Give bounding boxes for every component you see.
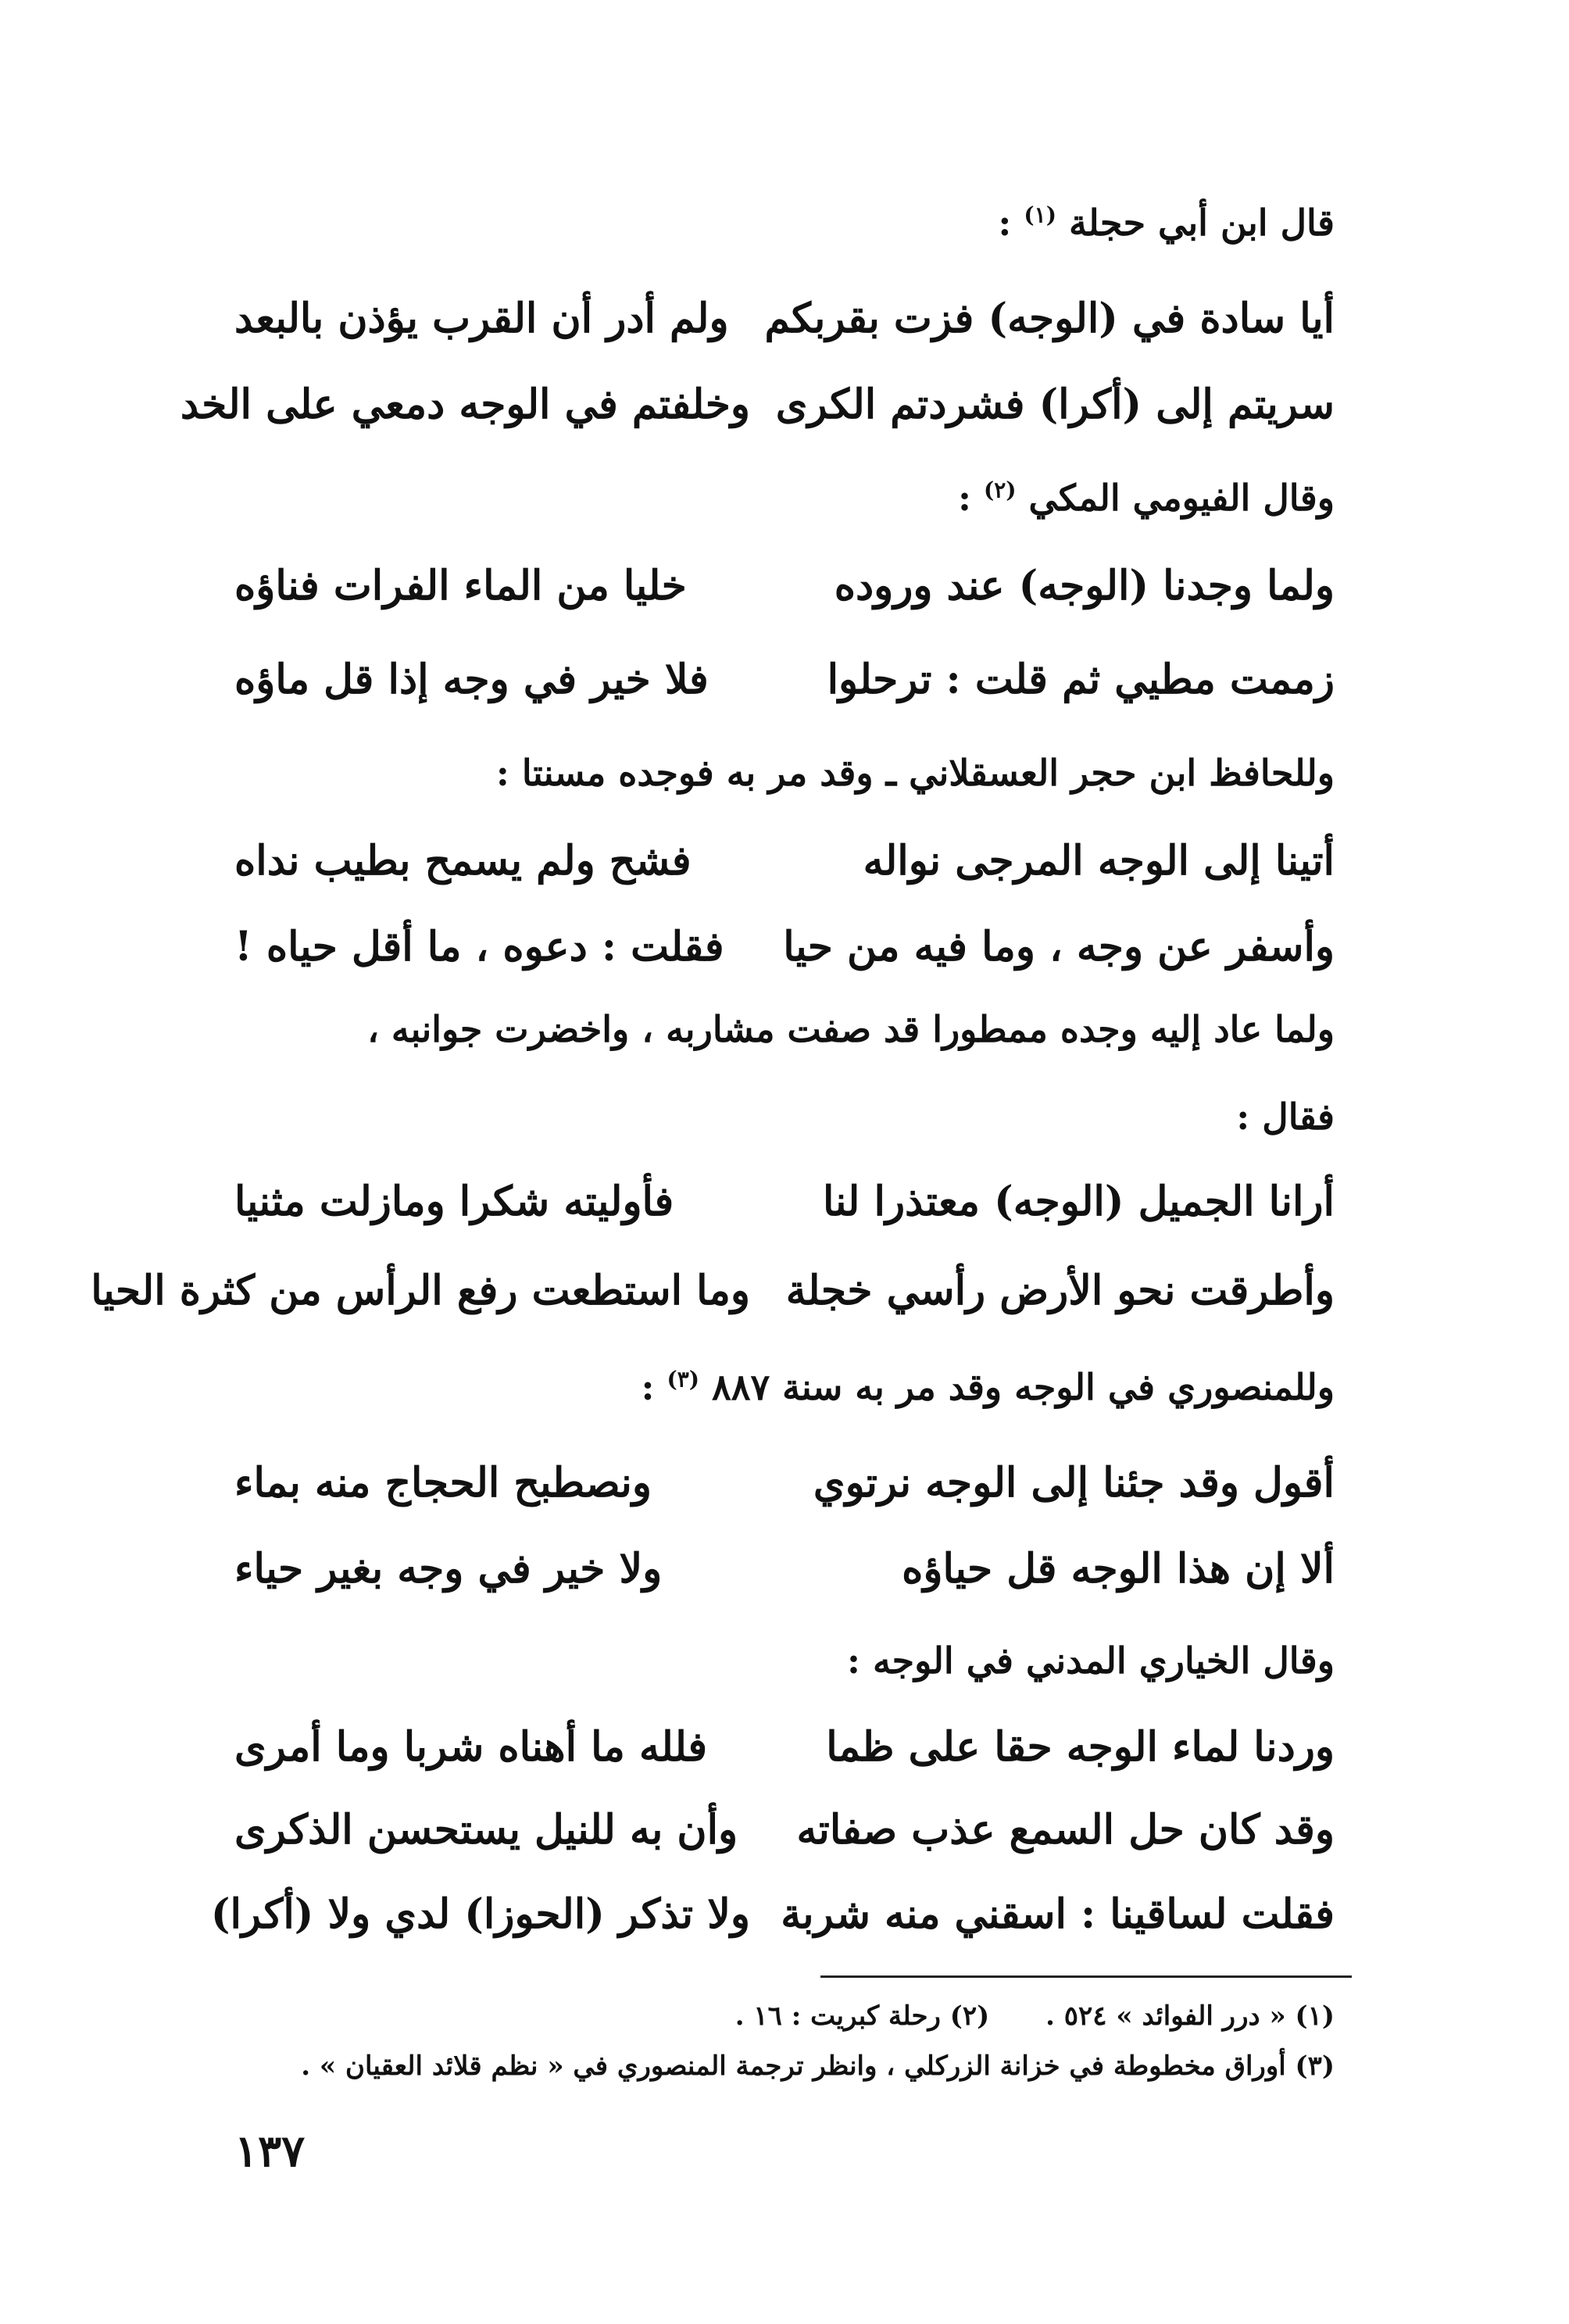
verse-second-hemistich: وخلفتم في الوجه دمعي على الخد [180,381,750,428]
intro-colon: : [957,477,971,519]
poem-intro-fayyumi [241,477,1335,520]
footnote-line [225,2000,1335,2033]
intro-text: وللمنصوري في الوجه وقد مر به سنة ٨٨٧ [712,1366,1335,1408]
verse-first-hemistich: وردنا لماء الوجه حقا على ظما [826,1723,1335,1771]
page-number: ١٣٧ [234,2126,306,2177]
verse-line [234,288,1335,350]
verse-second-hemistich: وأن به للنيل يستحسن الذكرى [234,1806,738,1854]
verse-line [234,830,1335,892]
intro-text: وللحافظ ابن حجر العسقلاني ـ وقد مر به فوجده مسنتا [521,752,1335,794]
verse-second-hemistich: فأوليته شكرا ومازلت مثنيا [234,1178,674,1225]
prose-line: فقال : [1236,1096,1335,1138]
verse-line [210,1883,1335,1946]
intro-colon: : [641,1366,655,1408]
verse-first-hemistich: زممت مطيي ثم قلت : ترحلوا [827,656,1335,703]
verse-second-hemistich: ونصطبح الحجاج منه بماء [234,1459,652,1507]
verse-line [234,1171,1335,1233]
footnote-divider [820,1975,1352,1978]
verse-first-hemistich: وأسفر عن وجه ، وما فيه من حيا [783,923,1335,971]
verse-first-hemistich: ولما وجدنا (الوجه) عند وروده [834,562,1335,610]
verse-second-hemistich: فقلت : دعوه ، ما أقل حياه ! [234,923,724,971]
verse-line [234,1452,1335,1514]
poem-intro-mansuri [241,1366,1335,1409]
verse-second-hemistich: ولا تذكر (الحوزا) لدي ولا (أكرا) [210,1890,750,1938]
intro-colon: : [847,1639,860,1682]
intro-colon: : [998,202,1012,244]
poem-intro-ibn-abi-hajala [241,202,1335,245]
verse-line [91,1260,1335,1322]
intro-text: قال ابن أبي حجلة [1068,202,1335,244]
verse-line [234,1538,1335,1600]
poem-intro-ibn-hajar [241,752,1335,795]
footnote-marker: (١) [1024,202,1056,228]
poem-intro-khiyari [241,1639,1335,1682]
verse-second-hemistich: ولا خير في وجه بغير حياء [234,1545,663,1593]
verse-line [234,1716,1335,1779]
verse-second-hemistich: فلا خير في وجه إذا قل ماؤه [234,656,709,703]
footnote-3: (٣) أوراق مخطوطة في خزانة الزركلي ، وانظر ترجمة المنصوري في « نظم قلائد العقيان » . [301,2050,1335,2082]
intro-colon: : [495,752,509,794]
verse-second-hemistich: خليا من الماء الفرات فناؤه [234,562,687,610]
footnote-marker: (٣) [667,1366,700,1393]
prose-line: ولما عاد إليه وجده ممطورا قد صفت مشاربه ، واخضرت جوانبه ، [367,1008,1335,1050]
verse-second-hemistich: ولم أدر أن القرب يؤذن بالبعد [234,295,729,342]
verse-first-hemistich: أرانا الجميل (الوجه) معتذرا لنا [823,1178,1335,1225]
verse-first-hemistich: أيا سادة في (الوجه) فزت بقربكم [764,295,1335,342]
verse-first-hemistich: فقلت لساقينا : اسقني منه شربة [781,1890,1335,1938]
verse-line [234,1799,1335,1861]
verse-line [234,916,1335,978]
verse-line [180,374,1335,436]
footnote-marker: (٢) [983,477,1017,503]
verse-first-hemistich: ألا إن هذا الوجه قل حياؤه [902,1545,1335,1593]
verse-line [234,555,1335,617]
footnote-2: (٢) رحلة كبريت : ١٦ . [734,2000,990,2032]
verse-first-hemistich: أتينا إلى الوجه المرجى نواله [863,837,1335,885]
verse-second-hemistich: فلله ما أهناه شربا وما أمرى [234,1723,708,1771]
footnote-line [225,2050,1335,2083]
intro-text: وقال الخياري المدني في الوجه [873,1639,1335,1682]
intro-text: وقال الفيومي المكي [1028,477,1335,519]
verse-second-hemistich: فشح ولم يسمح بطيب نداه [234,837,692,885]
verse-first-hemistich: سريتم إلى (أكرا) فشردتم الكرى [775,381,1335,428]
verse-second-hemistich: وما استطعت رفع الرأس من كثرة الحيا [91,1267,750,1314]
verse-first-hemistich: وقد كان حل السمع عذب صفاته [796,1806,1335,1854]
verse-line [234,649,1335,711]
footnote-1: (١) « درر الفوائد » ٥٢٤ . [1045,2000,1335,2032]
verse-first-hemistich: أقول وقد جئنا إلى الوجه نرتوي [813,1459,1335,1507]
verse-first-hemistich: وأطرقت نحو الأرض رأسي خجلة [785,1267,1335,1314]
